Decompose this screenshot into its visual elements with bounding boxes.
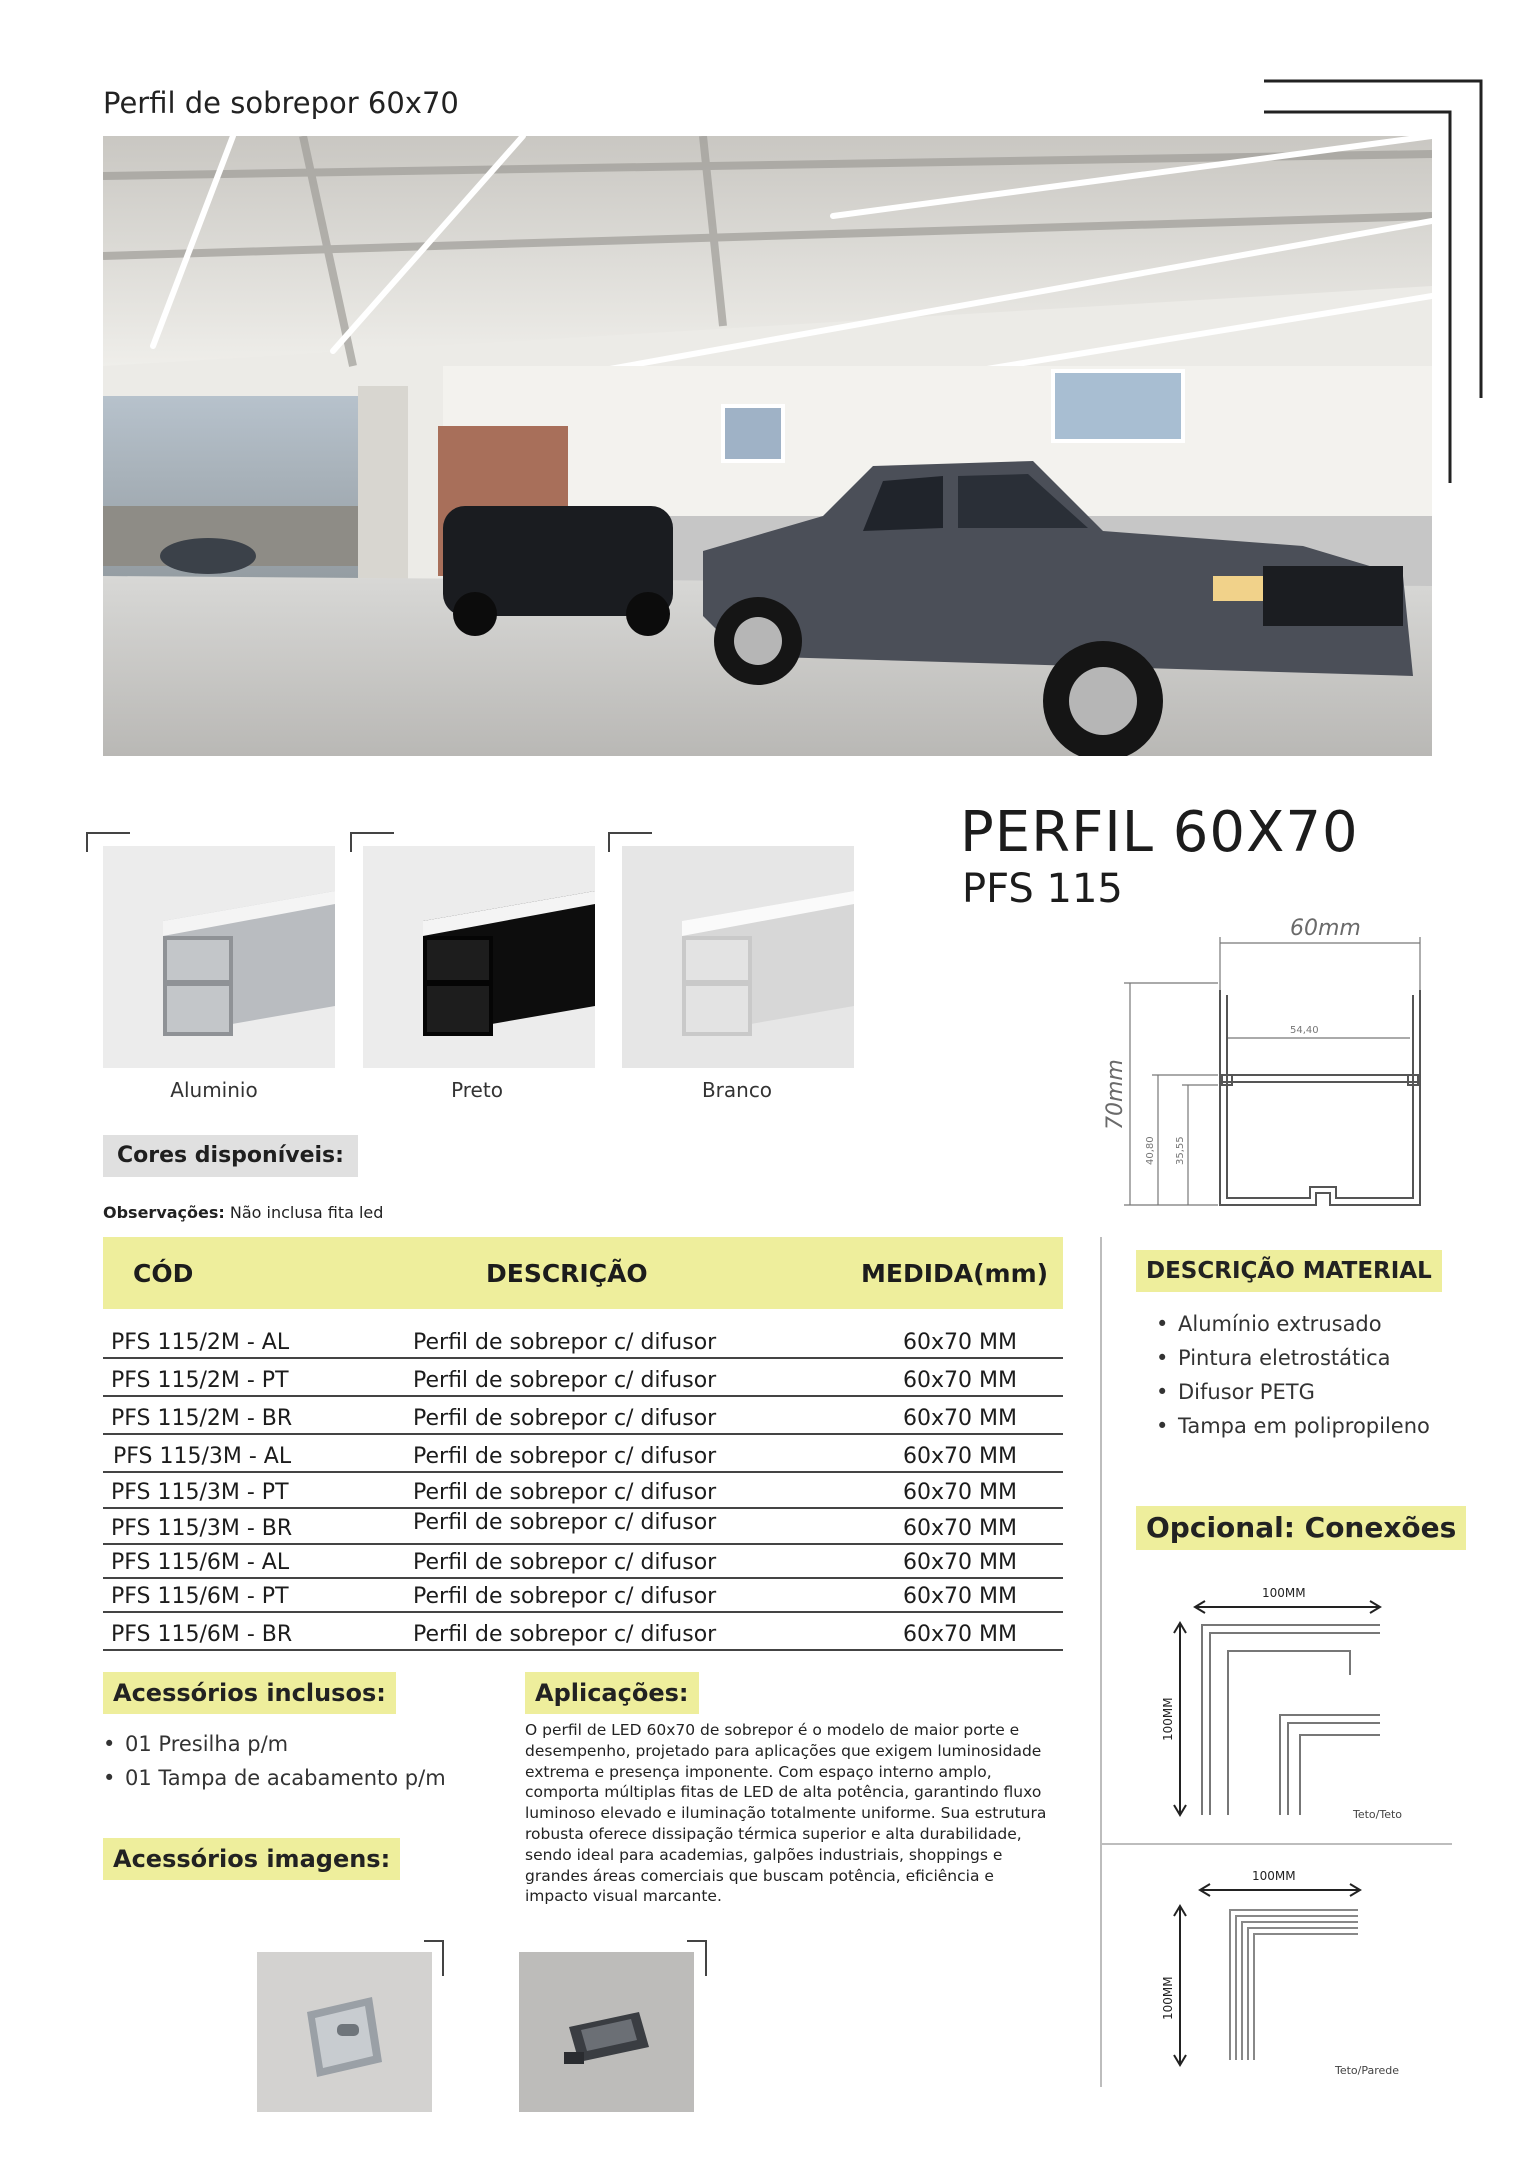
material-item: • Difusor PETG [1156, 1380, 1430, 1404]
page-title: Perfil de sobrepor 60x70 [103, 86, 459, 120]
accessory-end-cap-image [519, 1952, 694, 2112]
row-description: Perfil de sobrepor c/ difusor [413, 1368, 717, 1393]
row-code: PFS 115/3M - AL [113, 1444, 292, 1469]
row-measure: 60x70 MM [903, 1584, 1017, 1609]
row-code: PFS 115/2M - AL [111, 1330, 290, 1355]
row-measure: 60x70 MM [903, 1330, 1017, 1355]
accessory-clip-image [257, 1952, 432, 2112]
table-row [103, 1473, 1063, 1509]
applications-text: O perfil de LED 60x70 de sobrepor é o modelo de maior porte e desempenho, projetado para aplicações que exigem luminosidade extrema e presença imponente. Com espaço interno amplo, comporta múltiplas fitas de LED de alta potência, garantindo fluxo luminoso elevado e iluminação totalmente uniforme. Sua estrutura robusta oferece dissipação térmica superior e alta durabilidade, sendo ideal para academias, galpões industriais, shoppings e grandes áreas comerciais que buscam potência, eficiência e impacto visual marcante. [525, 1721, 1047, 1906]
drawing-dim-b: 35,55 [1175, 1136, 1186, 1165]
drawing-height-label: 70mm [1103, 1059, 1128, 1130]
hero-image [103, 136, 1432, 756]
connector-teto-teto-drawing [1150, 1575, 1450, 1835]
swatch-label-aluminio: Aluminio [170, 1078, 258, 1102]
table-row [103, 1613, 1063, 1651]
material-title: DESCRIÇÃO MATERIAL [1136, 1250, 1442, 1292]
row-code: PFS 115/2M - PT [111, 1368, 289, 1393]
table-row [103, 1397, 1063, 1435]
row-measure: 60x70 MM [903, 1516, 1017, 1541]
table-row [103, 1545, 1063, 1579]
connector-caption: Teto/Teto [1353, 1808, 1403, 1821]
material-item: • Pintura eletrostática [1156, 1346, 1430, 1370]
swatch-label-preto: Preto [451, 1078, 503, 1102]
observations-label: Observações: [103, 1203, 225, 1222]
row-measure: 60x70 MM [903, 1444, 1017, 1469]
swatch-preto-image [363, 846, 595, 1068]
observations [103, 1203, 383, 1222]
row-measure: 60x70 MM [903, 1622, 1017, 1647]
row-code: PFS 115/3M - BR [111, 1516, 293, 1541]
row-description: Perfil de sobrepor c/ difusor [413, 1550, 717, 1575]
column-divider [1100, 1237, 1102, 2087]
drawing-width-label: 60mm [1290, 916, 1361, 941]
row-description: Perfil de sobrepor c/ difusor [413, 1510, 717, 1535]
material-list [1156, 1312, 1430, 1448]
connector-width-label: 100MM [1262, 1586, 1306, 1600]
colors-available-label: Cores disponíveis: [103, 1135, 358, 1177]
profile-technical-drawing [1090, 915, 1450, 1215]
row-description: Perfil de sobrepor c/ difusor [413, 1406, 717, 1431]
drawing-inner-width: 54,40 [1290, 1025, 1319, 1036]
row-code: PFS 115/6M - BR [111, 1622, 293, 1647]
section-divider [1100, 1843, 1452, 1845]
connector-height-label: 100MM [1161, 1697, 1175, 1741]
swatch-aluminio-image [103, 846, 335, 1068]
header-measure: MEDIDA(mm) [861, 1259, 1049, 1288]
accessories-list [103, 1732, 446, 1800]
product-code: PFS 115 [962, 866, 1123, 912]
applications-title: Aplicações: [525, 1672, 699, 1714]
row-description: Perfil de sobrepor c/ difusor [413, 1330, 717, 1355]
connector-width-label: 100MM [1252, 1869, 1296, 1883]
connector-caption: Teto/Parede [1335, 2064, 1400, 2077]
row-measure: 60x70 MM [903, 1368, 1017, 1393]
table-row [103, 1435, 1063, 1473]
row-description: Perfil de sobrepor c/ difusor [413, 1444, 717, 1469]
row-measure: 60x70 MM [903, 1480, 1017, 1505]
material-item: • Tampa em polipropileno [1156, 1414, 1430, 1438]
connector-teto-parede-drawing [1150, 1860, 1450, 2080]
drawing-dim-a: 40,80 [1145, 1136, 1156, 1165]
product-title: PERFIL 60X70 [960, 800, 1359, 865]
connector-height-label: 100MM [1161, 1976, 1175, 2020]
row-description: Perfil de sobrepor c/ difusor [413, 1584, 717, 1609]
table-row [103, 1579, 1063, 1613]
material-item: • Alumínio extrusado [1156, 1312, 1430, 1336]
accessories-title: Acessórios inclusos: [103, 1672, 396, 1714]
row-measure: 60x70 MM [903, 1550, 1017, 1575]
row-description: Perfil de sobrepor c/ difusor [413, 1480, 717, 1505]
row-code: PFS 115/6M - AL [111, 1550, 290, 1575]
accessories-images-title: Acessórios imagens: [103, 1838, 400, 1880]
observations-text: Não inclusa fita led [229, 1203, 384, 1222]
row-code: PFS 115/3M - PT [111, 1480, 289, 1505]
table-row [103, 1359, 1063, 1397]
row-description: Perfil de sobrepor c/ difusor [413, 1622, 717, 1647]
accessory-item: • 01 Tampa de acabamento p/m [103, 1766, 446, 1790]
row-code: PFS 115/6M - PT [111, 1584, 289, 1609]
row-measure: 60x70 MM [903, 1406, 1017, 1431]
swatch-label-branco: Branco [701, 1078, 773, 1102]
accessory-item: • 01 Presilha p/m [103, 1732, 446, 1756]
table-row [103, 1325, 1063, 1359]
swatch-branco-image [622, 846, 854, 1068]
table-header [103, 1237, 1063, 1309]
table-row [103, 1509, 1063, 1545]
optional-connections-title: Opcional: Conexões [1136, 1506, 1466, 1550]
row-code: PFS 115/2M - BR [111, 1406, 293, 1431]
header-code: CÓD [133, 1259, 194, 1288]
header-description: DESCRIÇÃO [486, 1259, 648, 1288]
